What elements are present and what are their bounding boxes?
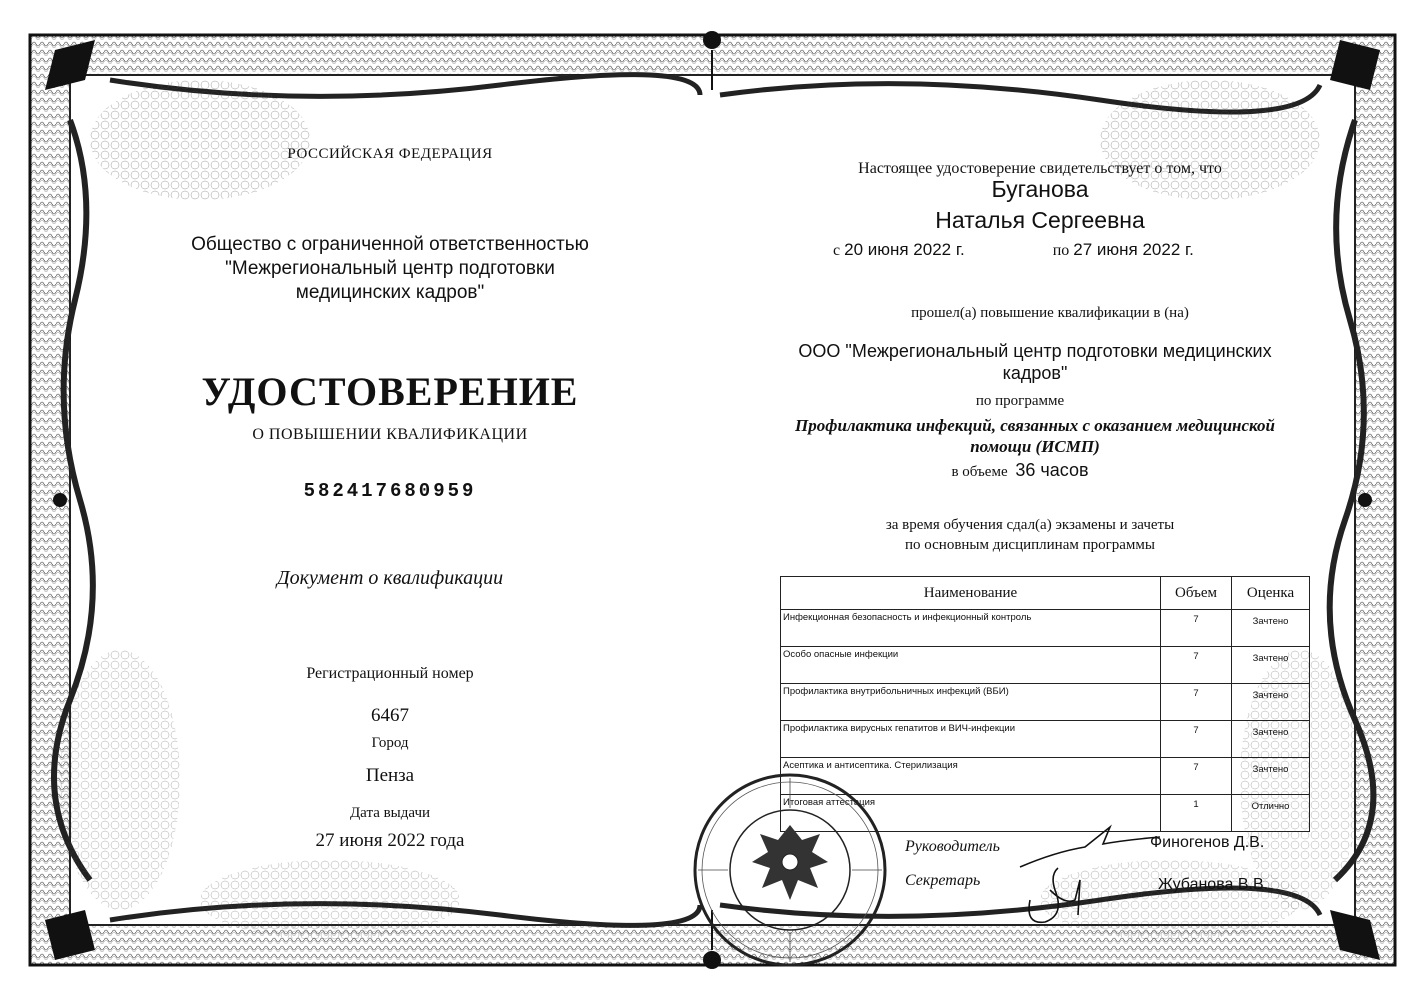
date-to: 27 июня 2022 г.	[1073, 240, 1194, 259]
to-label: по	[1052, 242, 1070, 259]
discipline-grade: Зачтено	[1232, 610, 1310, 647]
discipline-grade: Зачтено	[1232, 647, 1310, 684]
registration-number: 6467	[371, 705, 409, 726]
discipline-name: Итоговая аттестация	[781, 795, 1161, 832]
volume-value: 36 часов	[1015, 460, 1089, 480]
organization-full-name	[770, 340, 1300, 384]
discipline-volume: 7	[1161, 610, 1232, 647]
discipline-name: Асептика и антисептика. Стерилизация	[781, 758, 1161, 795]
exams-line-1: за время обучения сдал(а) экзамены и зачеты	[885, 517, 1175, 533]
table-row	[781, 721, 1310, 758]
document-title: УДОСТОВЕРЕНИЕ	[201, 369, 579, 414]
document-subtitle: О ПОВЫШЕНИИ КВАЛИФИКАЦИИ	[252, 426, 528, 443]
table-row	[781, 647, 1310, 684]
holder-given-name: Наталья Сергеевна	[935, 207, 1145, 233]
header-grade: Оценка	[1232, 577, 1310, 610]
certifies-text: Настоящее удостоверение свидетельствует о том, что	[858, 160, 1222, 177]
exams-line-2: по основным дисциплинам программы	[904, 537, 1155, 553]
seal-stamp-icon	[690, 770, 890, 970]
header-volume: Объем	[1161, 577, 1232, 610]
head-label: Руководитель	[905, 838, 1000, 855]
organization-name	[160, 233, 620, 305]
header-name: Наименование	[781, 577, 1161, 610]
passed-text: прошел(а) повышение квалификации в (на)	[911, 305, 1189, 321]
secretary-signature-icon	[1020, 860, 1090, 930]
org-line-1: Общество с ограниченной ответственностью	[191, 234, 589, 255]
city-label: Город	[371, 735, 409, 751]
issue-date: 27 июня 2022 года	[315, 830, 465, 851]
program-line-1: Профилактика инфекций, связанных с оказанием медицинской	[795, 416, 1275, 435]
discipline-volume: 7	[1161, 684, 1232, 721]
date-from: 20 июня 2022 г.	[844, 240, 965, 259]
discipline-name: Особо опасные инфекции	[781, 647, 1161, 684]
volume	[900, 460, 1140, 481]
discipline-volume: 7	[1161, 647, 1232, 684]
document-kind: Документ о квалификации	[276, 567, 504, 589]
program-name	[760, 415, 1310, 457]
table-row	[781, 610, 1310, 647]
exams-text	[780, 515, 1280, 555]
discipline-name: Профилактика внутрибольничных инфекций (ВБИ)	[781, 684, 1161, 721]
registration-label: Регистрационный номер	[306, 665, 474, 682]
org-line-3: медицинских кадров"	[295, 282, 485, 303]
program-line-2: помощи (ИСМП)	[970, 437, 1100, 456]
discipline-volume: 1	[1161, 795, 1232, 832]
head-name: Финогенов Д.В.	[1150, 834, 1265, 851]
secretary-label: Секретарь	[905, 872, 981, 889]
discipline-grade: Отлично	[1232, 795, 1310, 832]
from-label: с	[833, 242, 841, 259]
holder-surname: Буганова	[991, 176, 1089, 202]
volume-label: в объеме	[951, 464, 1008, 480]
discipline-grade: Зачтено	[1232, 721, 1310, 758]
discipline-volume: 7	[1161, 758, 1232, 795]
discipline-volume: 7	[1161, 721, 1232, 758]
discipline-name: Инфекционная безопасность и инфекционный контроль	[781, 610, 1161, 647]
issue-date-label: Дата выдачи	[349, 805, 431, 821]
secretary-name: Жубанова В.В.	[1158, 876, 1269, 893]
org-full-line-1: ООО "Межрегиональный центр подготовки медицинских	[798, 341, 1272, 361]
discipline-grade: Зачтено	[1232, 684, 1310, 721]
discipline-grade: Зачтено	[1232, 758, 1310, 795]
org-line-2: "Межрегиональный центр подготовки	[225, 258, 555, 279]
city-value: Пенза	[365, 765, 415, 786]
by-program-label: по программе	[975, 393, 1065, 409]
country-label: РОССИЙСКАЯ ФЕДЕРАЦИЯ	[287, 146, 493, 162]
org-full-line-2: кадров"	[1002, 363, 1068, 383]
certificate-number: 582417680959	[303, 480, 477, 502]
study-period	[833, 240, 1253, 260]
table-header-row	[781, 577, 1310, 610]
discipline-name: Профилактика вирусных гепатитов и ВИЧ-инфекции	[781, 721, 1161, 758]
table-row	[781, 684, 1310, 721]
